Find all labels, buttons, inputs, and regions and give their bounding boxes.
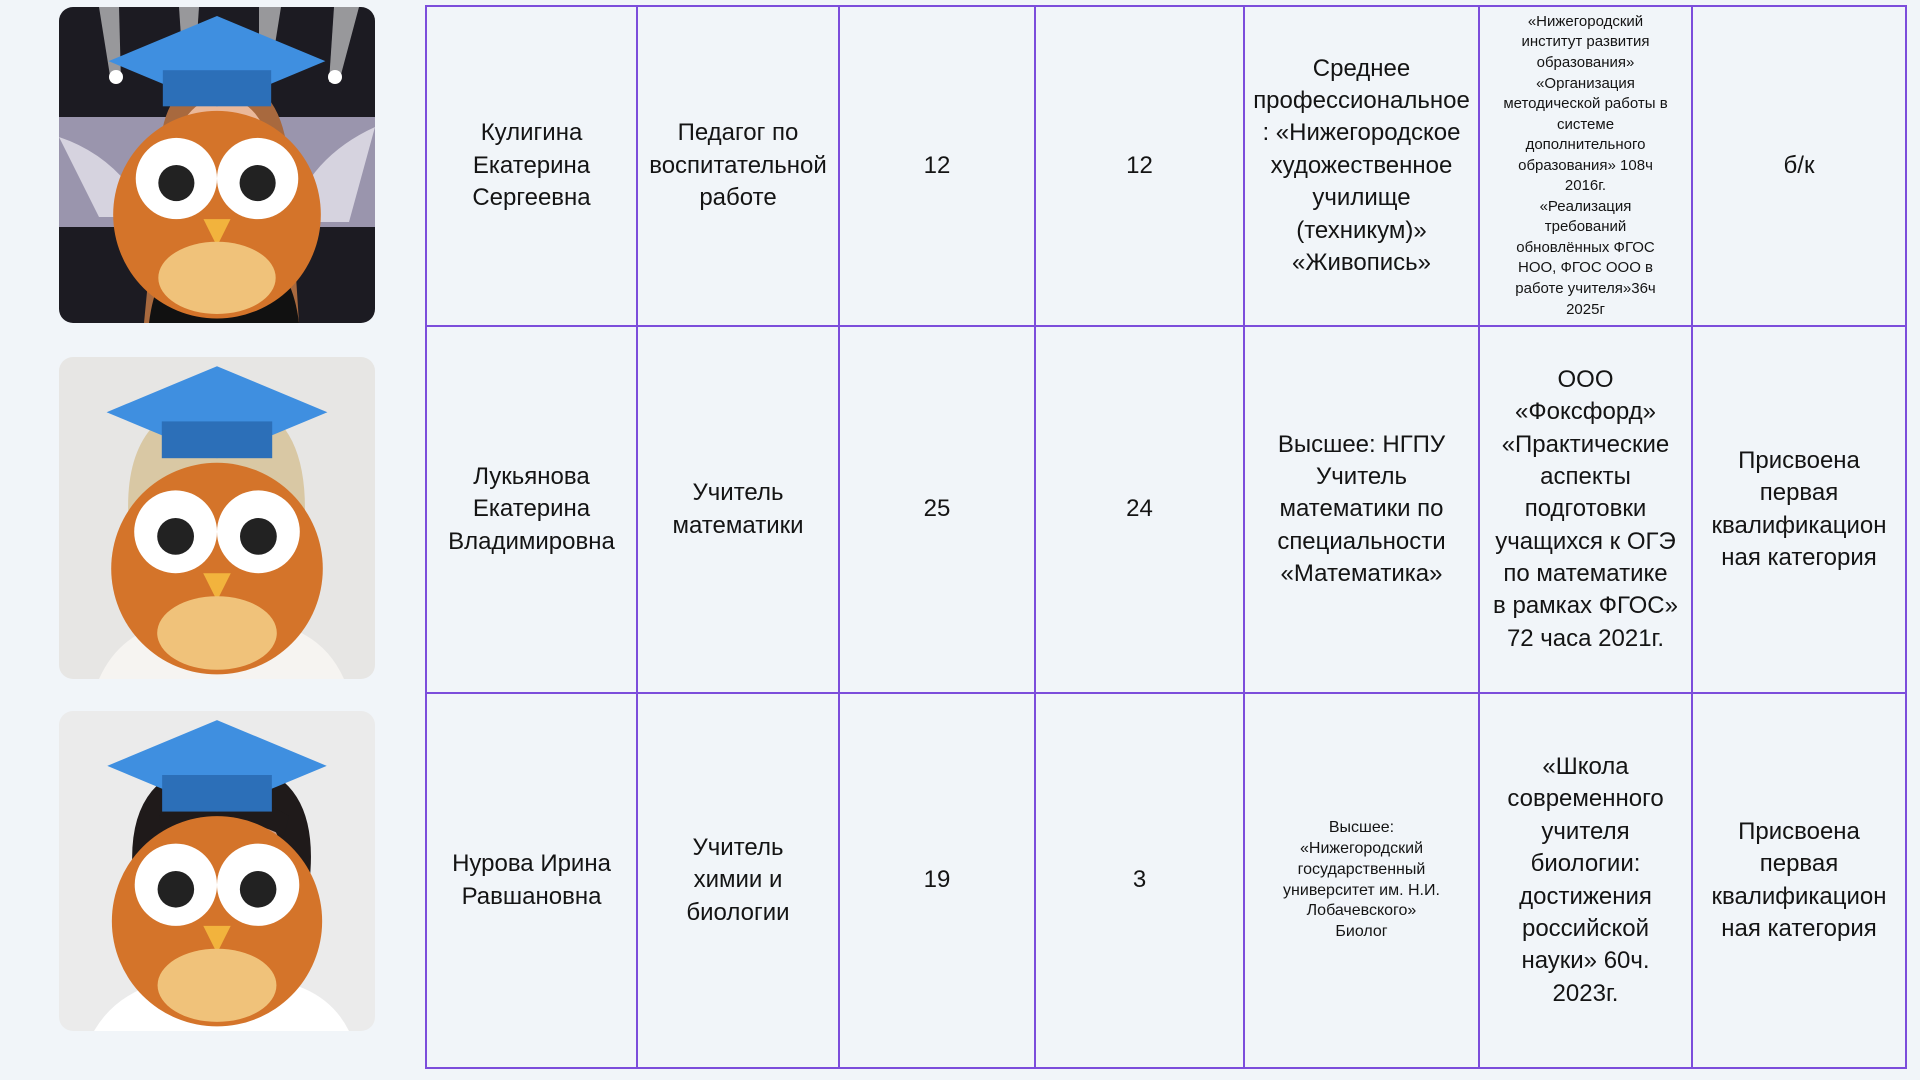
total-experience: 19	[839, 693, 1035, 1068]
teacher-photo-3	[59, 711, 375, 1031]
teacher-education: Высшее: «Нижегородский государственный университет им. Н.И. Лобачевского» Биолог	[1244, 693, 1479, 1068]
teacher-education: Высшее: НГПУ Учитель математики по специальности «Математика»	[1244, 326, 1479, 693]
teacher-training: «Нижегородский институт развития образования» «Организация методической работы в системе дополнительного образования» 108ч 2016г. «Реализация требований обновлённых ФГОС НОО, ФГОС ООО в работе учителя»36ч 2025г	[1479, 6, 1692, 326]
teacher-category: Присвоена первая квалификацион ная категория	[1692, 693, 1906, 1068]
teacher-name: Лукьянова Екатерина Владимировна	[426, 326, 637, 693]
total-experience: 25	[839, 326, 1035, 693]
teaching-experience: 24	[1035, 326, 1244, 693]
teacher-name: Кулигина Екатерина Сергеевна	[426, 6, 637, 326]
teacher-training: «Школа современного учителя биологии: достижения российской науки» 60ч. 2023г.	[1479, 693, 1692, 1068]
teacher-position: Учитель математики	[637, 326, 839, 693]
owl-graduate-icon	[59, 711, 375, 1031]
teacher-photo-1	[59, 7, 375, 323]
teacher-position: Педагог по воспитательной работе	[637, 6, 839, 326]
table-row	[426, 326, 1906, 693]
table-row	[426, 6, 1906, 326]
teacher-training: ООО «Фоксфорд» «Практические аспекты подготовки учащихся к ОГЭ по математике в рамках ФГОС» 72 часа 2021г.	[1479, 326, 1692, 693]
teacher-education: Среднее профессиональное : «Нижегородское художественное училище (техникум)» «Живопись»	[1244, 6, 1479, 326]
teacher-category: Присвоена первая квалификацион ная категория	[1692, 326, 1906, 693]
owl-graduate-icon	[59, 357, 375, 679]
teaching-experience: 3	[1035, 693, 1244, 1068]
owl-graduate-icon	[59, 7, 375, 323]
teacher-category: б/к	[1692, 6, 1906, 326]
teacher-photo-2	[59, 357, 375, 679]
total-experience: 12	[839, 6, 1035, 326]
staff-table	[425, 5, 1907, 1069]
teacher-position: Учитель химии и биологии	[637, 693, 839, 1068]
teacher-name: Нурова Ирина Равшановна	[426, 693, 637, 1068]
teaching-experience: 12	[1035, 6, 1244, 326]
table-row	[426, 693, 1906, 1068]
